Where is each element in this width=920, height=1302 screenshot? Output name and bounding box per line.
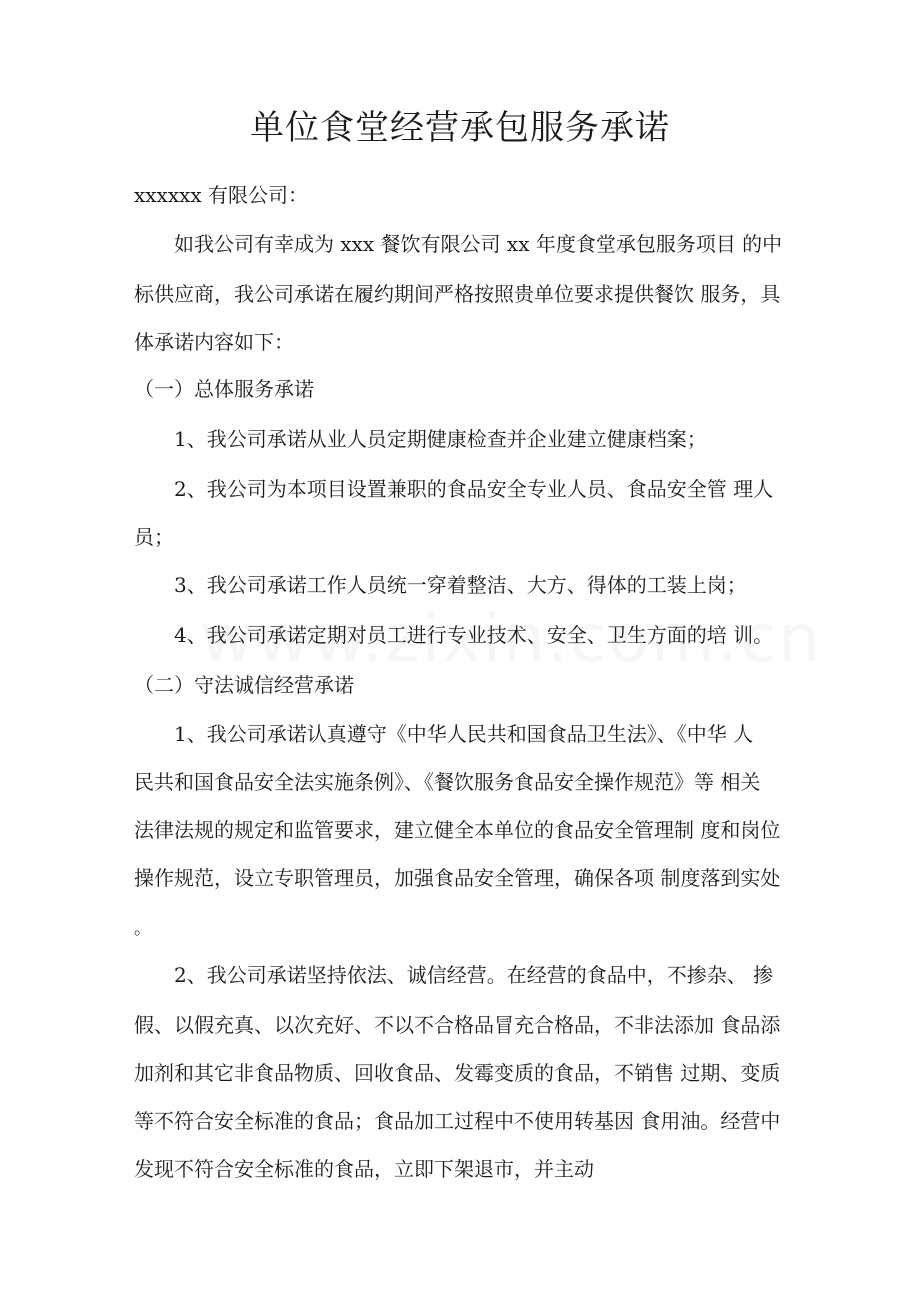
intro-line-3: 体承诺内容如下： (134, 330, 294, 354)
section-1-item-2-line-1: 2、我公司为本项目设置兼职的食品安全专业人员、食品安全管 理人 (174, 477, 774, 501)
section-2-item-1-line-2: 民共和国食品安全法实施条例》、《餐饮服务食品安全操作规范》等 相关 (134, 770, 761, 794)
section-1-item-3: 3、我公司承诺工作人员统一穿着整洁、大方、得体的工装上岗； (174, 573, 747, 597)
section-2-item-1-line-1: 1、我公司承诺认真遵守《中华人民共和国食品卫生法》、《中华 人 (174, 722, 754, 746)
section-1-item-2-line-2: 员； (134, 525, 174, 549)
intro-line-2: 标供应商，我公司承诺在履约期间严格按照贵单位要求提供餐饮 服务，具 (134, 282, 781, 306)
addressee: xxxxxx 有限公司： (134, 183, 309, 207)
section-2-item-1-line-4: 操作规范，设立专职管理员，加强食品安全管理，确保各项 制度落到实处 (134, 866, 781, 890)
section-2-heading: （二）守法诚信经营承诺 (134, 673, 354, 697)
section-2-item-1-line-5: 。 (134, 919, 151, 939)
section-2-item-1-line-3: 法律法规的规定和监管要求，建立健全本单位的食品安全管理制 度和岗位 (134, 818, 781, 842)
section-2-item-2-line-2: 假、以假充真、以次充好、不以不合格品冒充合格品，不非法添加 食品添 (134, 1013, 781, 1037)
section-1-item-4: 4、我公司承诺定期对员工进行专业技术、安全、卫生方面的培 训。 (174, 623, 774, 647)
section-2-item-2-line-5: 发现不符合安全标准的食品，立即下架退市，并主动 (134, 1157, 594, 1181)
intro-line-1: 如我公司有幸成为 xxx 餐饮有限公司 xx 年度食堂承包服务项目 的中 (174, 232, 783, 256)
section-2-item-2-line-4: 等不符合安全标准的食品；食品加工过程中不使用转基因 食用油。经营中 (134, 1109, 781, 1133)
section-1-heading: （一）总体服务承诺 (134, 377, 314, 401)
document-title: 单位食堂经营承包服务承诺 (250, 108, 670, 148)
section-2-item-2-line-3: 加剂和其它非食品物质、回收食品、发霉变质的食品，不销售 过期、变质 (134, 1061, 781, 1085)
section-2-item-2-line-1: 2、我公司承诺坚持依法、诚信经营。在经营的食品中，不掺杂、 掺 (174, 963, 774, 987)
section-1-item-1: 1、我公司承诺从业人员定期健康检查并企业建立健康档案； (174, 427, 707, 451)
